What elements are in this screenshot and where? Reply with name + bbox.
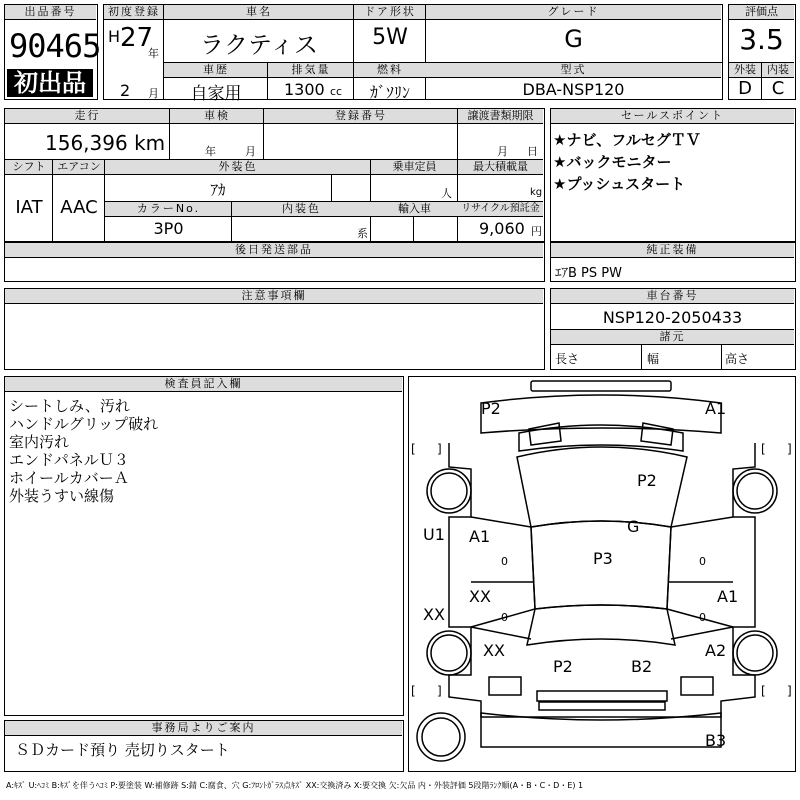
capacity-unit: 人: [441, 187, 452, 200]
mark-p2-rear: P2: [553, 657, 573, 676]
grade-value: G: [564, 25, 583, 53]
score-header: 評価点: [729, 5, 794, 20]
int-color-header: 内装色: [232, 202, 371, 217]
notes-header: 注意事項欄: [5, 289, 543, 304]
inspector-box: [4, 376, 404, 716]
dims-length: 長さ: [555, 352, 580, 366]
inspection-month-unit: 月: [245, 145, 256, 158]
first-listing-badge: 初出品: [7, 69, 93, 97]
mark-a2-right: A2: [705, 641, 727, 660]
sales-points-header: セールスポイント: [551, 109, 794, 124]
ext-color-value: ｱｶ: [210, 181, 226, 199]
transfer-day-unit: 日: [527, 145, 538, 158]
svg-text:[: [: [761, 684, 766, 698]
max-load-header: 最大積載量: [458, 160, 543, 175]
door-header: ドア形状: [354, 5, 426, 20]
vehicle-info-grid: [103, 4, 723, 104]
svg-text:[: [: [411, 442, 416, 456]
transfer-header: 譲渡書類期限: [458, 109, 543, 124]
color-no-header: カラーNo.: [105, 202, 232, 217]
mark-xx-left-edge: XX: [423, 605, 445, 624]
inspection-year-unit: 年: [205, 145, 216, 158]
chassis-box: [550, 288, 796, 370]
recycle-value: 9,060: [479, 219, 525, 238]
mark-a1-right: A1: [717, 587, 739, 606]
ext-color-header: 外装色: [105, 160, 371, 175]
svg-text:]: ]: [787, 442, 792, 456]
mark-p2-top-left: P2: [481, 399, 501, 418]
mileage-value: 156,396 km: [45, 131, 166, 155]
first-reg-year-unit: 年: [148, 47, 159, 60]
mark-zero-2: 0: [699, 555, 706, 568]
mark-g-roof: G: [627, 517, 640, 536]
fuel-value: ｶﾞｿﾘﾝ: [369, 83, 410, 102]
shift-header: シフト: [5, 160, 53, 175]
exterior-score-value: D: [738, 78, 752, 99]
transfer-month-unit: 月: [497, 145, 508, 158]
mark-zero-3: 0: [501, 611, 508, 624]
fuel-header: 燃料: [354, 63, 426, 78]
office-value: ＳＤカード預り 売切りスタート: [15, 741, 230, 759]
sales-point-1: ★ナビ、フルセグＴＶ: [553, 131, 701, 149]
first-reg-header: 初度登録: [104, 5, 164, 20]
chassis-value: NSP120-2050433: [602, 308, 743, 327]
dims-width: 幅: [647, 352, 660, 366]
interior-score-value: C: [771, 78, 785, 99]
grade-header: グレード: [426, 5, 721, 20]
model-value: DBA-NSP120: [522, 80, 625, 99]
displacement-unit: cc: [330, 85, 343, 98]
mileage-header: 走行: [5, 109, 170, 124]
office-header: 事務局よりご案内: [5, 721, 402, 736]
max-load-unit: kg: [530, 187, 543, 198]
equipment-box: [550, 242, 796, 282]
dims-header: 諸元: [551, 330, 794, 345]
score-value: 3.5: [739, 23, 784, 56]
mark-zero-4: 0: [699, 611, 706, 624]
svg-text:]: ]: [437, 684, 442, 698]
mark-xx-left: XX: [469, 587, 491, 606]
sales-points-box: [550, 108, 796, 242]
displacement-value: 1300: [284, 80, 325, 99]
mark-b2-rear: B2: [631, 657, 653, 676]
mark-u1-left: U1: [423, 525, 445, 544]
lot-box: [4, 4, 101, 100]
inspection-header: 車検: [170, 109, 264, 124]
svg-text:[: [: [411, 684, 416, 698]
mark-zero-1: 0: [501, 555, 508, 568]
exterior-score-header: 外装: [729, 63, 761, 78]
legend: A:ｷｽﾞ U:ﾍｺﾐ B:ｷｽﾞを伴うﾍｺﾐ P:要塗装 W:補修跡 S:錆 C:腐食、穴 G:ﾌﾛﾝﾄｶﾞﾗｽ点ｷｽﾞ XX:交換済み X:要交換 欠:欠品 内・外装評価 5段階ﾗﾝｸ順(A・B・C・D・E) 1: [6, 781, 584, 790]
svg-text:]: ]: [787, 684, 792, 698]
car-name-value: ラクティス: [199, 31, 319, 59]
car-diagram: [409, 377, 794, 770]
first-reg-month-unit: 月: [148, 87, 159, 100]
mark-xx-left-rear: XX: [483, 641, 505, 660]
inspector-line-3: 室内汚れ: [9, 433, 70, 451]
chassis-header: 車台番号: [551, 289, 794, 304]
history-value: 自家用: [190, 84, 242, 104]
mileage-grid: [4, 108, 545, 242]
notes-box: [4, 288, 545, 370]
sales-point-3: ★プッシュスタート: [553, 175, 686, 193]
mark-p2-hood: P2: [637, 471, 657, 490]
aircon-header: エアコン: [53, 160, 105, 175]
inspector-line-4: エンドパネルＵ３: [9, 451, 129, 469]
car-diagram-box: [408, 376, 796, 772]
mark-b3-bottom: B3: [705, 731, 727, 750]
mark-a1-top-right: A1: [705, 399, 727, 418]
car-name-header: 車名: [164, 5, 354, 20]
mark-a1-left: A1: [469, 527, 491, 546]
shift-value: IAT: [15, 197, 43, 218]
inspector-line-2: ハンドルグリップ破れ: [9, 415, 159, 433]
equipment-value: ｴｱB PS PW: [555, 266, 622, 281]
displacement-header: 排気量: [268, 63, 354, 78]
sales-point-2: ★バックモニター: [553, 153, 672, 171]
inspector-header: 検査員記入欄: [5, 377, 402, 392]
inspector-line-5: ホイールカバーＡ: [9, 469, 129, 487]
svg-text:]: ]: [437, 442, 442, 456]
recycle-header: リサイクル預託金: [458, 202, 543, 217]
interior-score-header: 内装: [762, 63, 794, 78]
first-reg-year: 27: [120, 23, 154, 53]
inspector-line-1: シートしみ、汚れ: [9, 397, 130, 415]
capacity-header: 乗車定員: [371, 160, 458, 175]
svg-text:[: [: [761, 442, 766, 456]
lot-number: 90465: [9, 27, 101, 65]
color-no-value: 3P0: [153, 219, 184, 238]
first-reg-month: 2: [120, 81, 131, 100]
import-header: 輸入車: [371, 202, 458, 217]
int-color-unit: 系: [357, 227, 368, 240]
score-box: [728, 4, 796, 100]
model-header: 型式: [426, 63, 721, 78]
aircon-value: AAC: [60, 197, 98, 218]
history-header: 車歴: [164, 63, 268, 78]
mark-p3-center: P3: [593, 549, 613, 568]
office-box: [4, 720, 404, 772]
equipment-header: 純正装備: [551, 243, 794, 258]
recycle-unit: 円: [531, 225, 542, 238]
door-value: 5W: [372, 25, 408, 50]
dims-height: 高さ: [725, 352, 750, 366]
reg-no-header: 登録番号: [264, 109, 458, 124]
later-parts-box: [4, 242, 545, 282]
later-parts-header: 後日発送部品: [5, 243, 543, 258]
first-reg-era: H: [108, 27, 121, 46]
lot-header: 出品番号: [5, 5, 96, 20]
inspector-line-6: 外装うすい線傷: [9, 487, 115, 505]
